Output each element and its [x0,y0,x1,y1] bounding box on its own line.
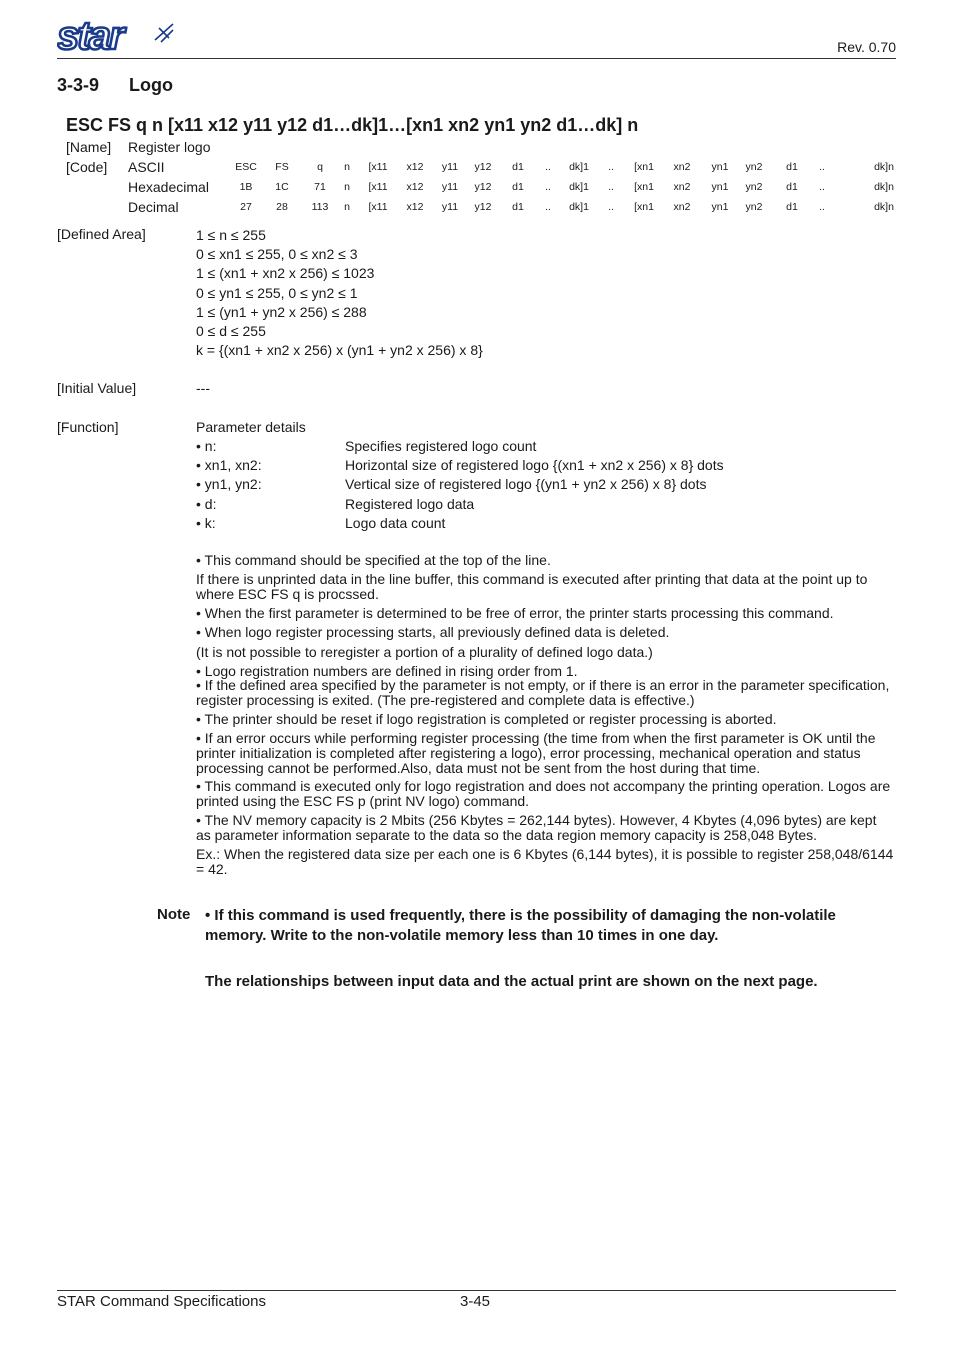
defined-area-line: 1 ≤ (xn1 + xn2 x 256) ≤ 1023 [196,265,375,282]
code-label: [Code] [66,159,108,175]
param-desc: Logo data count [345,515,446,531]
defined-area-line: k = {(xn1 + xn2 x 256) x (yn1 + yn2 x 256) x 8} [196,342,483,359]
code-cell: n [344,201,350,213]
footer-rule [57,1290,896,1291]
code-cell: n [344,181,350,193]
code-cell: y11 [441,181,459,193]
function-note: • When the first parameter is determined to be free of error, the printer starts processing this command. [196,605,834,621]
function-note: • The NV memory capacity is 2 Mbits (256 Kbytes = 262,144 bytes). However, 4 Kbytes (4,096 bytes) are kept as parameter information separate to the data so the data region memory capacity is 258,048 Bytes. [196,812,877,843]
defined-area-line: 0 ≤ xn1 ≤ 255, 0 ≤ xn2 ≤ 3 [196,246,358,263]
note-followup: The relationships between input data and the actual print are shown on the next page. [205,973,818,990]
footer-doc-title: STAR Command Specifications [57,1293,266,1310]
code-cell: .. [608,181,614,193]
param-name: • n: [196,438,217,454]
function-note: Ex.: When the registered data size per each one is 6 Kbytes (6,144 bytes), it is possible to register 258,048/6144 = 42. [196,846,894,877]
param-name: • k: [196,515,216,531]
dec-label: Decimal [128,199,179,215]
section-heading [57,75,173,96]
function-note: • The printer should be reset if logo registration is completed or register processing is aborted. [196,711,777,727]
decimal-code-row [0,201,954,217]
code-cell: d1 [786,201,798,213]
revision-label: Rev. 0.70 [837,39,896,55]
code-cell: x12 [406,201,424,213]
code-cell: d1 [512,161,524,173]
code-cell: y11 [441,161,459,173]
defined-area-line: 1 ≤ n ≤ 255 [196,227,266,243]
code-cell: d1 [786,181,798,193]
param-desc: Specifies registered logo count [345,438,537,454]
section-title: Logo [129,75,173,95]
function-note: • Logo registration numbers are defined in rising order from 1. [196,663,578,679]
code-cell: dk]1 [569,161,589,173]
code-cell: q [317,161,323,173]
defined-area-line: 0 ≤ d ≤ 255 [196,323,266,340]
header-rule [57,58,896,59]
code-cell: .. [819,161,825,173]
defined-area-line: 1 ≤ (yn1 + yn2 x 256) ≤ 288 [196,303,367,320]
code-cell: x12 [406,181,424,193]
code-cell: yn1 [711,201,729,213]
defined-area-label: [Defined Area] [57,226,146,242]
code-cell: dk]1 [569,201,589,213]
code-cell: dk]n [874,201,894,213]
code-cell: yn2 [745,201,763,213]
function-note: • This command should be specified at the top of the line. [196,552,551,568]
code-cell: [x11 [368,161,388,173]
param-name: • d: [196,496,217,512]
footer-page-number: 3-45 [460,1293,491,1310]
code-cell: yn2 [745,181,763,193]
code-cell: y12 [474,161,492,173]
code-cell: [x11 [368,181,388,193]
code-cell: x12 [406,161,424,173]
code-cell: dk]n [874,181,894,193]
code-cell: 1C [275,181,289,193]
code-cell: 27 [240,201,252,213]
function-note: • This command is executed only for logo registration and does not accompany the printing operation. Logos are printed using the ESC FS p (print NV logo) command. [196,778,891,809]
code-cell: .. [545,181,551,193]
code-cell: y12 [474,181,492,193]
code-cell: yn2 [745,161,763,173]
name-label: [Name] [66,139,112,155]
code-cell: .. [545,161,551,173]
function-note: If there is unprinted data in the line buffer, this command is executed after printing that data at the point up to where ESC FS q is procssed. [196,571,868,602]
star-logo [57,18,175,54]
code-cell: 113 [311,201,329,213]
code-cell: .. [608,201,614,213]
code-cell: d1 [786,161,798,173]
code-cell: dk]1 [569,181,589,193]
code-cell: yn1 [711,181,729,193]
param-desc: Horizontal size of registered logo {(xn1 + xn2 x 256) x 8} dots [345,457,724,473]
svg-text:star: star [57,18,123,54]
param-name: • yn1, yn2: [196,476,262,492]
name-value: Register logo [128,139,211,155]
code-cell: .. [819,201,825,213]
section-number: 3-3-9 [57,75,100,95]
code-cell: d1 [512,201,524,213]
code-cell: [xn1 [634,181,654,193]
code-cell: [xn1 [634,201,654,213]
code-cell: dk]n [874,161,894,173]
function-note: • If an error occurs while performing register processing (the time from when the first parameter is OK until the printer initialization is completed after registering a logo), error processing, mechanical operation and status processing cannot be performed.Also, data must not be sent from the host during that time. [196,730,876,776]
code-cell: 28 [276,201,288,213]
function-label: [Function] [57,419,119,435]
hex-label: Hexadecimal [128,179,209,195]
code-cell: FS [275,161,289,173]
code-cell: xn2 [673,201,691,213]
code-cell: xn2 [673,161,691,173]
code-cell: .. [608,161,614,173]
function-note: (It is not possible to reregister a portion of a plurality of defined logo data.) [196,644,653,660]
defined-area-line: 0 ≤ yn1 ≤ 255, 0 ≤ yn2 ≤ 1 [196,284,358,301]
param-desc: Vertical size of registered logo {(yn1 + yn2 x 256) x 8} dots [345,476,707,492]
code-cell: 1B [239,181,253,193]
function-heading: Parameter details [196,419,306,435]
command-title: ESC FS q n [x11 x12 y11 y12 d1…dk]1…[xn1 xn2 yn1 yn2 d1…dk] n [66,115,639,135]
code-cell: xn2 [673,181,691,193]
note-label: Note [157,906,191,923]
hex-code-row [0,181,954,197]
ascii-label: ASCII [128,159,165,175]
ascii-code-row [0,161,954,177]
code-cell: yn1 [711,161,729,173]
note-text: • If this command is used frequently, there is the possibility of damaging the non-volatile memory. Write to the non-volatile memory less than 10 times in one day. [205,907,836,944]
code-cell: 71 [314,181,326,193]
code-cell: .. [819,181,825,193]
code-cell: y12 [474,201,492,213]
code-cell: [xn1 [634,161,654,173]
code-cell: ESC [235,161,257,173]
defined-area-list [196,226,483,360]
function-note: • If the defined area specified by the parameter is not empty, or if there is an error in the parameter specification, register processing is exited. (The pre-registered and complete data is effective.) [196,677,890,708]
initial-value-label: [Initial Value] [57,380,137,396]
function-note: • When logo register processing starts, all previously defined data is deleted. [196,624,670,640]
code-cell: y11 [441,201,459,213]
initial-value: --- [196,380,210,396]
code-cell: n [344,161,350,173]
code-cell: .. [545,201,551,213]
code-cell: d1 [512,181,524,193]
param-desc: Registered logo data [345,496,475,512]
code-cell: [x11 [368,201,388,213]
param-name: • xn1, xn2: [196,457,262,473]
